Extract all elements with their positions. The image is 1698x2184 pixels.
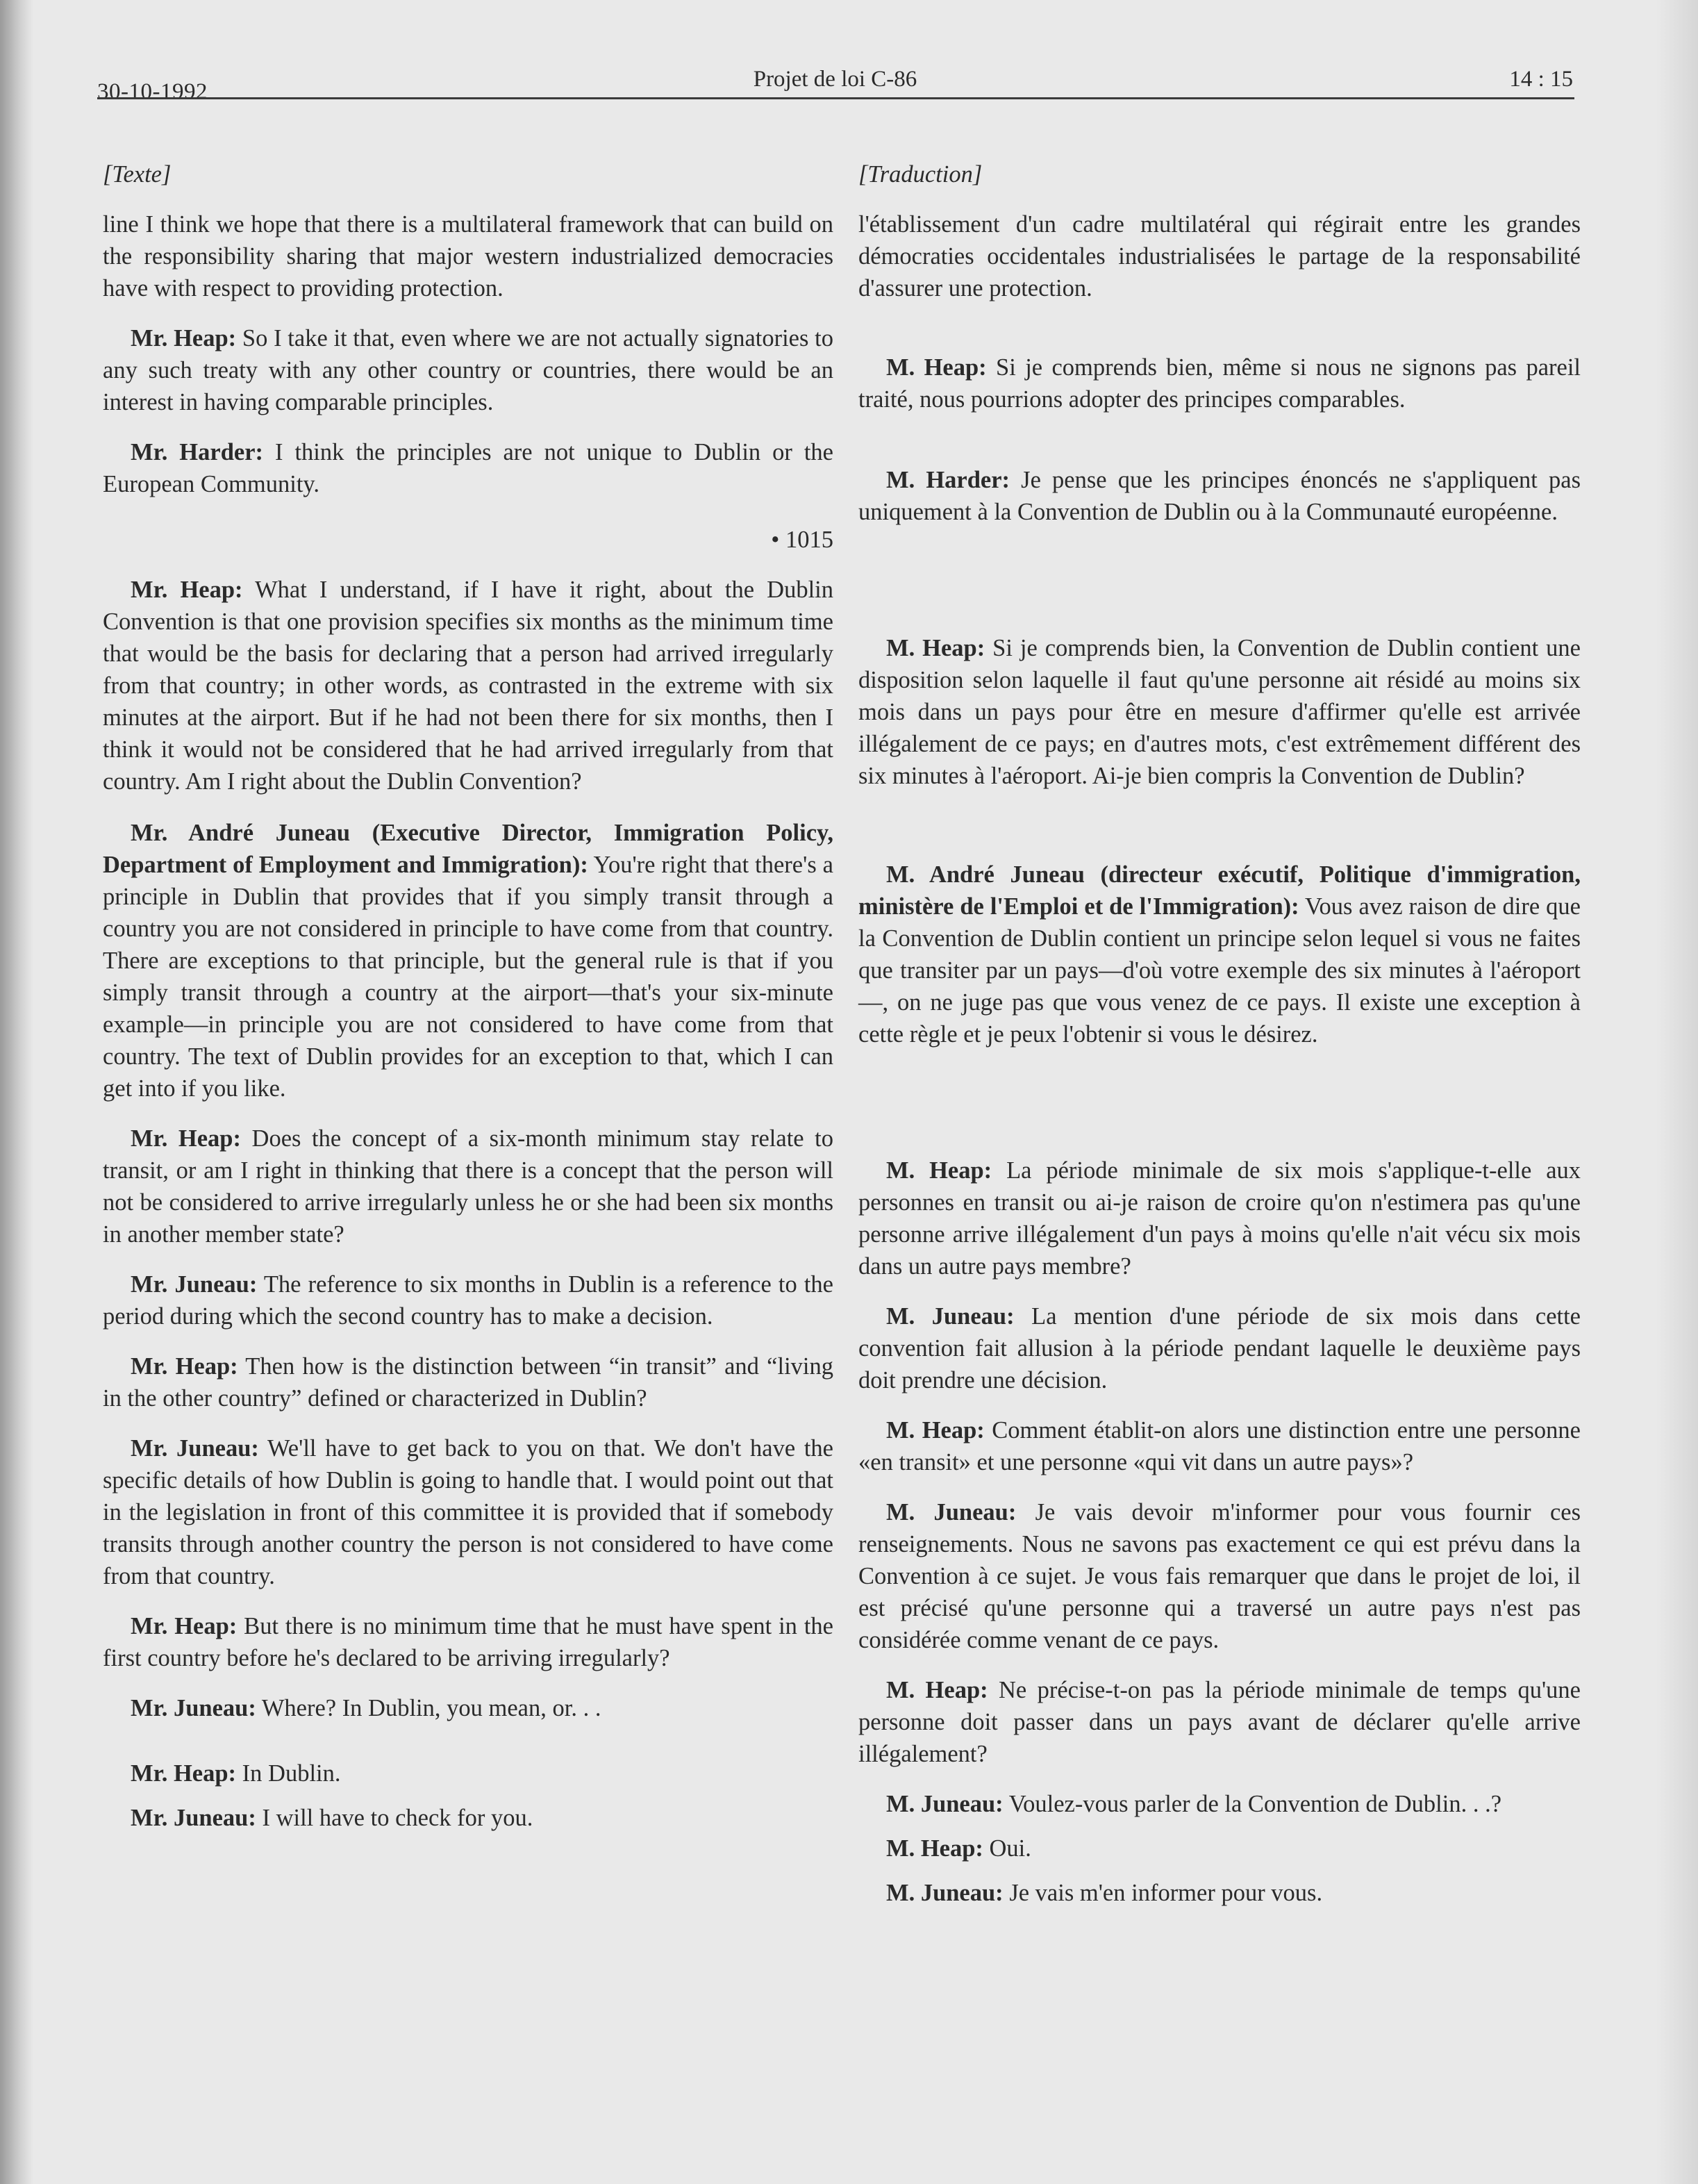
paragraph-text: Si je comprends bien, même si nous ne signons pas pareil traité, nous pourrions adopter des principes comparables.	[858, 354, 1581, 413]
paragraph-text: line I think we hope that there is a multilateral framework that can build on the responsibility sharing that major western industrialized democracies have with respect to providing protection.	[103, 211, 833, 301]
paragraph-text: Vous avez raison de dire que la Convention de Dublin contient un principe selon lequel si vous ne faites que transiter par un pays—d'où votre exemple des six minutes à l'aéroport—, on ne juge pas que vous venez de ce pays. Il existe une exception à cette règle et je peux l'obtenir si vous le désirez.	[858, 893, 1581, 1048]
speaker-paragraph	[103, 1268, 833, 1332]
paragraph-text: But there is no minimum time that he must have spent in the first country before he's declared to be arriving irregularly?	[103, 1613, 833, 1671]
speaker-paragraph	[858, 1674, 1581, 1770]
time-marker: • 1015	[771, 527, 833, 553]
paragraph-text: Then how is the distinction between “in transit” and “living in the other country” defined or characterized in Dublin?	[103, 1353, 833, 1412]
speaker-paragraph	[103, 817, 833, 1105]
paragraph-text: I will have to check for you.	[256, 1805, 533, 1831]
speaker-paragraph	[103, 1123, 833, 1250]
paragraph-text: You're right that there's a principle in Dublin that provides that if you simply transit through a country you are not considered in principle to have come from that country. There are exceptions to that principle, but the general rule is that if you simply transit through a country at the airport—that's your six-minute example—in principle you are not considered to have come from that country. The text of Dublin provides for an exception to that, which I can get into if you like.	[103, 852, 833, 1102]
speaker-name: Mr. Heap:	[131, 325, 237, 351]
speaker-paragraph	[858, 1155, 1581, 1282]
speaker-name: Mr. Heap:	[131, 1125, 241, 1152]
speaker-paragraph	[103, 1802, 833, 1834]
speaker-name: Mr. André Juneau (Executive Director, Immigration Policy, Department of Employment and Immigration):	[103, 820, 833, 878]
language-tag: [Texte]	[103, 161, 172, 188]
speaker-name: M. Heap:	[886, 1835, 983, 1862]
speaker-paragraph	[103, 1757, 833, 1789]
speaker-name: Mr. Juneau:	[131, 1271, 258, 1298]
paragraph-text: So I take it that, even where we are not actually signatories to any such treaty with any other country or countries, there would be an interest in having comparable principles.	[103, 325, 833, 415]
speaker-name: M. Juneau:	[886, 1880, 1004, 1906]
paragraph-text: Si je comprends bien, la Convention de Dublin contient une disposition selon laquelle il faut qu'une personne ait résidé au moins six mois dans un pays pour être en mesure d'affirmer qu'elle est arrivée illégalement de ce pays; en d'autres mots, c'est extrêmement différent des six minutes à l'aéroport. Ai-je bien compris la Convention de Dublin?	[858, 635, 1581, 789]
header-page-number: 14 : 15	[1509, 67, 1573, 92]
speaker-paragraph	[103, 1692, 833, 1724]
speaker-name: Mr. Heap:	[131, 1760, 237, 1787]
speaker-name: M. Heap:	[886, 1677, 988, 1703]
paragraph-text: I think the principles are not unique to Dublin or the European Community.	[103, 439, 833, 497]
paragraph-text: La période minimale de six mois s'applique-t-elle aux personnes en transit ou ai-je raison de croire qu'on n'estimera pas qu'une personne arrive illégalement d'un pays à moins qu'elle n'ait vécu six mois dans un autre pays membre?	[858, 1157, 1581, 1280]
paragraph	[103, 208, 833, 304]
speaker-paragraph	[858, 1414, 1581, 1478]
paragraph-text: In Dublin.	[236, 1760, 341, 1787]
speaker-name: M. André Juneau (directeur exécutif, Politique d'immigration, ministère de l'Emploi et de l'Immigration):	[858, 861, 1581, 920]
speaker-name: Mr. Juneau:	[131, 1805, 256, 1831]
header-title: Projet de loi C-86	[753, 67, 917, 92]
speaker-paragraph	[858, 1788, 1581, 1820]
paragraph-text: Je vais m'en informer pour vous.	[1003, 1880, 1323, 1906]
speaker-paragraph	[103, 1350, 833, 1414]
speaker-paragraph	[858, 1300, 1581, 1396]
paragraph-text: Where? In Dublin, you mean, or. . .	[256, 1695, 601, 1721]
speaker-name: Mr. Heap:	[131, 1613, 238, 1639]
speaker-name: M. Juneau:	[886, 1499, 1017, 1525]
header-rule	[97, 97, 1574, 99]
paragraph-text: What I understand, if I have it right, about the Dublin Convention is that one provision specifies six months as the minimum time that would be the basis for declaring that a person had arrived irregularly from that country; in other words, as contrasted in the extreme with six minutes at the airport. But if he had not been there for six months, then I think it would not be considered that he had arrived irregularly from that country. Am I right about the Dublin Convention?	[103, 577, 833, 795]
speaker-name: Mr. Harder:	[131, 439, 264, 465]
paragraph-text: Oui.	[983, 1835, 1031, 1862]
page-edge-shadow	[0, 0, 33, 2184]
speaker-paragraph	[858, 1877, 1581, 1909]
paragraph-text: Comment établit-on alors une distinction entre une personne «en transit» et une personne «qui vit dans un autre pays»?	[858, 1417, 1581, 1475]
paragraph-text: Does the concept of a six-month minimum stay relate to transit, or am I right in thinking that there is a concept that the person will not be considered to arrive irregularly unless he or she had been six months in another member state?	[103, 1125, 833, 1248]
paragraph-text: Ne précise-t-on pas la période minimale de temps qu'une personne doit passer dans un pays avant de déclarer qu'elle arrive illégalement?	[858, 1677, 1581, 1767]
paragraph-text: Voulez-vous parler de la Convention de Dublin. . .?	[1003, 1791, 1502, 1817]
paragraph-text: The reference to six months in Dublin is a reference to the period during which the second country has to make a decision.	[103, 1271, 833, 1330]
speaker-paragraph	[858, 1496, 1581, 1656]
paragraph-text: We'll have to get back to you on that. We don't have the specific details of how Dublin is going to handle that. I would point out that in the legislation in front of this committee it is provided that if somebody transits through another country the person is not considered to have come from that country.	[103, 1435, 833, 1589]
page-edge-right	[1656, 0, 1698, 2184]
paragraph	[858, 208, 1581, 304]
paragraph-text: Je vais devoir m'informer pour vous fournir ces renseignements. Nous ne savons pas exactement ce qui est prévu dans la Convention à ce sujet. Je vous fais remarquer que dans le projet de loi, il est précisé qu'une personne qui a traversé un autre pays n'est pas considérée comme venant de ce pays.	[858, 1499, 1581, 1653]
speaker-name: M. Heap:	[886, 354, 987, 381]
paragraph-text: Je pense que les principes énoncés ne s'appliquent pas uniquement à la Convention de Dublin ou à la Communauté européenne.	[858, 467, 1581, 525]
french-column	[858, 158, 1581, 1909]
speaker-name: Mr. Heap:	[131, 577, 243, 603]
english-column	[103, 158, 833, 1834]
speaker-paragraph	[858, 464, 1581, 528]
speaker-name: M. Juneau:	[886, 1791, 1004, 1817]
speaker-name: M. Heap:	[886, 1157, 992, 1184]
speaker-name: M. Juneau:	[886, 1303, 1015, 1330]
speaker-paragraph	[858, 351, 1581, 415]
speaker-paragraph	[103, 322, 833, 418]
speaker-name: Mr. Heap:	[131, 1353, 238, 1380]
language-tag: [Traduction]	[858, 161, 983, 188]
speaker-paragraph	[858, 632, 1581, 792]
speaker-name: M. Harder:	[886, 467, 1010, 493]
speaker-paragraph	[103, 436, 833, 500]
speaker-paragraph	[858, 859, 1581, 1050]
speaker-paragraph	[858, 1833, 1581, 1864]
speaker-name: Mr. Juneau:	[131, 1695, 256, 1721]
speaker-paragraph	[103, 1610, 833, 1674]
header-date: 30-10-1992	[97, 79, 208, 104]
speaker-paragraph	[103, 1432, 833, 1592]
paragraph-text: La mention d'une période de six mois dans cette convention fait allusion à la période pendant laquelle le deuxième pays doit prendre une décision.	[858, 1303, 1581, 1393]
speaker-name: M. Heap:	[886, 1417, 985, 1443]
speaker-name: M. Heap:	[886, 635, 985, 661]
paragraph-text: l'établissement d'un cadre multilatéral qui régirait entre les grandes démocraties occidentales industrialisées le partage de la responsabilité d'assurer une protection.	[858, 211, 1581, 301]
speaker-name: Mr. Juneau:	[131, 1435, 259, 1462]
speaker-paragraph	[103, 574, 833, 797]
